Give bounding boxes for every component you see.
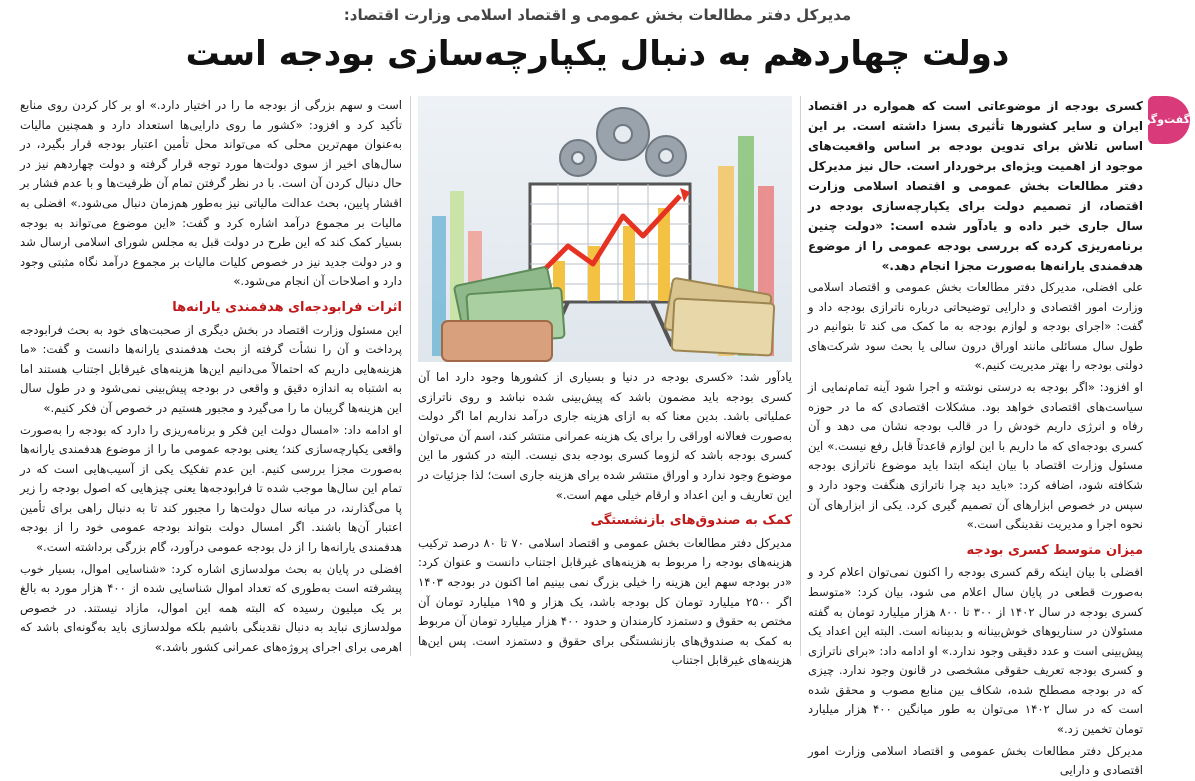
surtitle: مدیرکل دفتر مطالعات بخش عمومی و اقتصاد اسلامی وزارت اقتصاد: (343, 6, 852, 24)
paragraph: این مسئول وزارت اقتصاد در بخش دیگری از صحبت‌های خود به بحث فرابودجه پرداخت و آن را نشأت گرفته از بحث هدفمندی یارانه‌ها دانست و گفت: «ما هزینه‌هایی داریم که احتمالاً می‌دانیم این‌ها هزینه‌های غیرقابل اجتناب هستند اما به اشتباه به اندازه دقیق و واقعی در بودجه پیش‌بینی نمی‌شود و در طول سال این هزینه‌ها گریبان ما را می‌گیرد و مجبور هستیم در خصوص آن فکر کنیم.» (20, 322, 402, 415)
column-right (808, 96, 1143, 778)
paragraph: مدیرکل دفتر مطالعات بخش عمومی و اقتصاد اسلامی وزارت امور اقتصادی و دارایی (808, 743, 1143, 778)
subheading-pension-funds: کمک به صندوق‌های بازنشستگی (590, 513, 792, 529)
paragraph: افضلی در پایان به بحث مولدسازی اشاره کرد: «شناسایی اموال، بسیار خوب پیشرفته است به‌طوری که تعداد اموال شناسایی شده از ۴۰۰ هزار مورد به بالغ بر یک میلیون رسیده که البته همه این اموال، مازاد نیستند. در خصوص مولدسازی نباید به دنبال نقدینگی باشیم بلکه مولدسازی باید به‌گونه‌ای باشد که اهرمی برای اجرای پروژه‌های عمرانی کشور باشد.» (20, 561, 402, 655)
paragraph: او ادامه داد: «امسال دولت این فکر و برنامه‌ریزی را دارد که بودجه را به‌صورت واقعی یکپارچه‌سازی کند؛ یعنی بودجه عمومی ما را از موضوع هدفمندی یارانه‌ها به‌صورت مجزا بررسی کنیم. این عدم تفکیک یکی از آسیب‌هایی است که در تمام این سال‌ها موجب شده تا فرابودجه‌ها یعنی چیزهایی که اصول بودجه را زیر پا می‌گذارند، در میانه سال دولت‌ها را مجبور کند تا به دنبال راهی برای تأمین اعتبار آن‌ها باشند. اگر امسال دولت بتواند بودجه عمومی خود را از بودجه هدفمندی یارانه‌ها را از دل بودجه عمومی درآورد، گام بزرگی برداشته است.» (20, 422, 402, 555)
column-divider (800, 96, 801, 656)
paragraph: او افزود: «اگر بودجه به درستی نوشته و اجرا شود آینه تمام‌نمایی از سیاست‌های اقتصادی خواهد بود. مشکلات اقتصادی که ما در حوزه رفاه و انرژی داریم خودش را در قالب بودجه نشان می دهد و آن کسری بودجه‌ای که ما داریم با این لوازم قاعدتاً قابل رفع نیست.» این مسئول وزارت اقتصاد با بیان اینکه ابتدا باید موضوع ناترازی بودجه شکافته شود، اضافه کرد: «باید دید چرا ناترازی هنگفت وجود دارد و سپس در خصوص ابزارهای آن تصمیم گیری کرد. یکی از ابزارهای آن نحوه اجرا و مدیریت نقدینگی است.» (808, 379, 1143, 532)
paragraph: مدیرکل دفتر مطالعات بخش عمومی و اقتصاد اسلامی ۷۰ تا ۸۰ درصد ترکیب هزینه‌های بودجه را مربوط به هزینه‌های غیرقابل اجتناب دانست و عنوان کرد: «در بودجه سهم این هزینه را خیلی بزرگ نمی بینیم اما اکنون در بودجه ۱۴۰۳ اگر ۲۵۰۰ میلیارد تومان کل بودجه باشد، یک هزار و ۱۹۵ میلیارد تومان آن مختص به حقوق و دستمزد کارمندان و حدود ۴۰۰ هزار میلیارد تومان آن مربوط به کمک به صندوق‌های بازنشستگی برای حقوق و دستمزد است. پس این‌ها هزینه‌های غیرقابل اجتناب (418, 535, 792, 668)
paragraph: افضلی با بیان اینکه رقم کسری بودجه را اکنون نمی‌توان اعلام کرد و به‌صورت قطعی در پایان سال اعلام می شود، بیان کرد: «متوسط کسری بودجه در سال ۱۴۰۲ از ۳۰۰ تا ۸۰۰ هزار میلیارد تومان به گفته مسئولان در سناریوهای خوش‌بینانه و بدبینانه است. البته این اعداد یک پیش‌بینی است و عدد دقیقی وجود ندارد.» او ادامه داد: «برای ناترازی و کسری بودجه تعریف حقوقی مشخصی در قانون وجود ندارد. چیزی که در بودجه مصطلح شده، شکاف بین منابع مصوب و محقق شده است که در سال ۱۴۰۲ می‌توان به طور میانگین ۴۰۰ هزار میلیارد تومان تخمین زد.» (808, 565, 1143, 737)
column-left (20, 96, 402, 661)
subheading-average-deficit: میزان متوسط کسری بودجه (966, 542, 1143, 558)
subheading-subsidy-effects: اثرات فرابودجه‌ای هدفمندی یارانه‌ها (172, 299, 402, 315)
interview-badge: گفت‌وگو (1148, 96, 1190, 144)
article-photo (418, 96, 792, 362)
budget-illustration (418, 96, 792, 362)
paragraph: است و سهم بزرگی از بودجه ما را در اختیار دارد.» او بر کار کردن روی منابع تأکید کرد و افزود: «کشور ما روی دارایی‌ها استعداد دارد و همچنین مالیات به‌عنوان مهم‌ترین محلی که می‌تواند محل تأمین اعتبار بودجه قرار بگیرد، در سال‌های اخیر از سوی دولت‌ها مورد توجه قرار گرفته و دولت چهاردهم نیز در حال دنبال کردن آن است. با در نظر گرفتن تمام آن ظرفیت‌ها و با عدم فشار بر اقشار پایین، بحث عدالت مالیاتی نیز به‌طور هم‌زمان دنبال می‌شود.» افضلی به مالیات بر مجموع درآمد اشاره کرد و گفت: «این موضوع می‌تواند به بودجه بسیار کمک کند که این طرح در دولت قبل به مجلس شورای اسلامی ارسال شد و در دولت جدید نیز در خصوص کلیات مالیات بر مجموع درآمد نگاه مثبتی وجود دارد و اصلاحات آن انجام می‌شود.» (20, 98, 402, 289)
column-divider (410, 96, 411, 656)
paragraph: علی افضلی، مدیرکل دفتر مطالعات بخش عمومی و اقتصاد اسلامی وزارت امور اقتصادی و دارایی توضیحاتی درباره ناترازی بودجه داد و گفت: «اجرای بودجه و لوازم بودجه به ما کمک می کند تا بتوانیم در طول سال مسائلی مانند اوراق درون سالی یا بحث سود شرکت‌های دولتی بودجه را بهتر مدیریت کنیم.» (808, 280, 1143, 373)
headline: دولت چهاردهم به دنبال یکپارچه‌سازی بودجه است (185, 34, 1010, 74)
column-middle (418, 368, 792, 668)
paragraph: یادآور شد: «کسری بودجه در دنیا و بسیاری از کشورها وجود دارد اما آن کسری بودجه باید مضمون باشد که پیش‌بینی شده نباشد و روی ناترازی عملیاتی باشد. بدین معنا که به ازای هزینه جاری درآمد نداریم اما اگر دولت به‌صورت فعالانه اوراقی را برای یک هزینه عمرانی منتشر کند، اسم آن می‌توان کسری بودجه باشد که لزوما کسری بودجه بدی نیست. البته در کشور ما این موضوع وجود ندارد و اوراق منتشر شده برای هزینه جاری است؛ لذا جزئیات در این تعاریف و این اعداد و ارقام خیلی مهم است.» (418, 370, 792, 502)
lead-paragraph: کسری بودجه از موضوعاتی است که همواره در اقتصاد ایران و سایر کشورها تأثیری بسزا داشته است. بر این اساس تلاش برای تدوین بودجه بر اساس واقعیت‌های موجود از اهمیت ویژه‌ای برخوردار است. حال نیز مدیرکل دفتر مطالعات بخش عمومی و اقتصاد اسلامی وزارت اقتصاد، از تصمیم دولت برای یکپارچه‌سازی بودجه در سال جاری خبر داده و یادآور شده است: «دولت چنین برنامه‌ریزی کرده که بررسی بودجه عمومی را از موضوع هدفمندی یارانه‌ها به‌صورت مجزا انجام دهد.» (808, 99, 1143, 273)
